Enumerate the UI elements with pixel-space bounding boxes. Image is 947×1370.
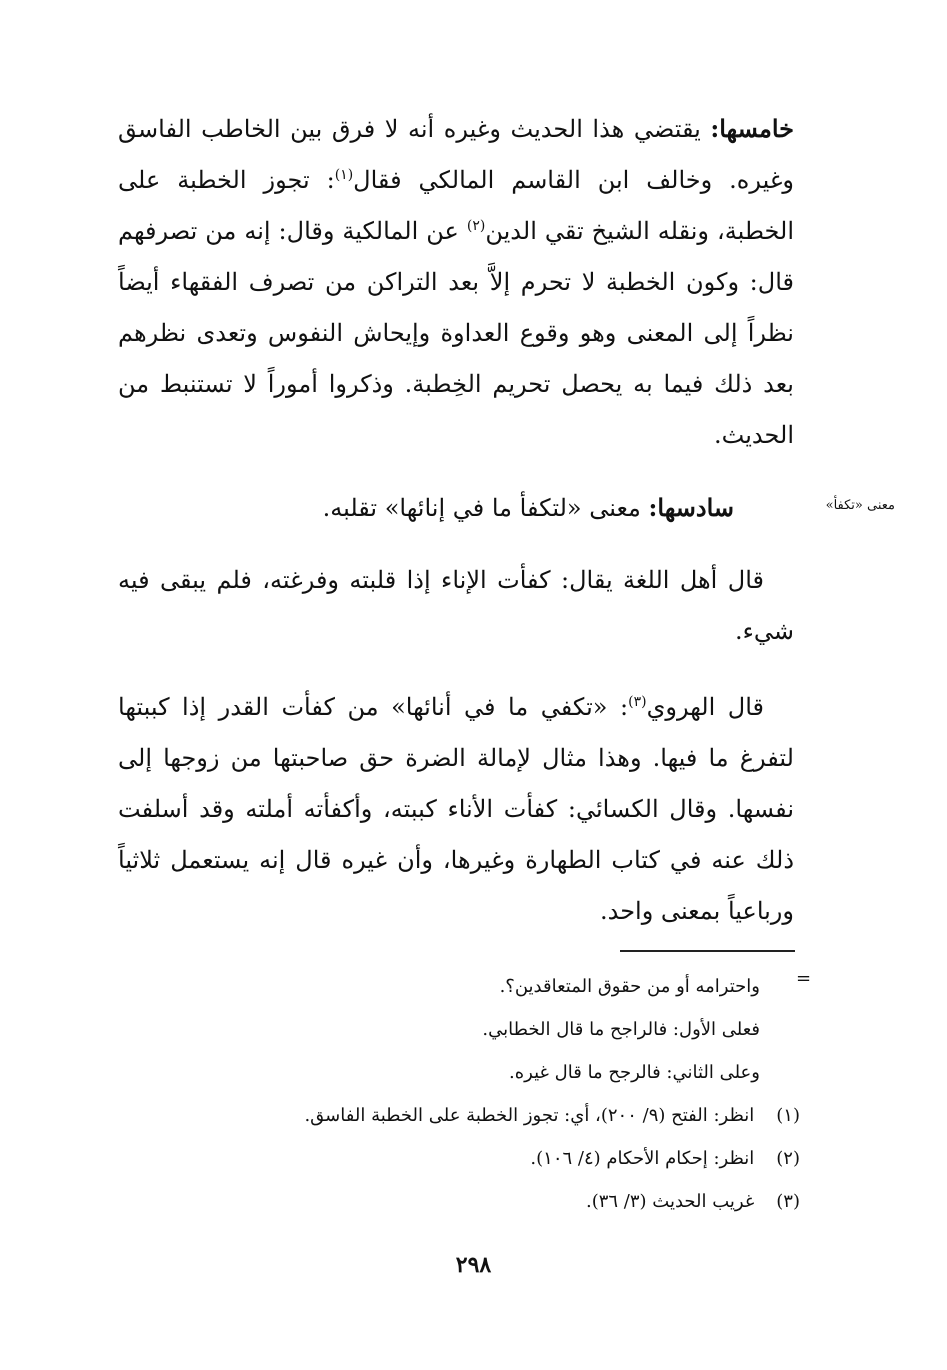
- paragraph-eighth: [118, 682, 794, 937]
- page-number: ٢٩٨: [455, 1252, 492, 1278]
- footnote-continuation-line: فعلى الأول: فالراجح ما قال الخطابي.: [482, 1019, 760, 1040]
- footnote-text: انظر: الفتح (٩/ ٢٠٠)، أي: تجوز الخطبة على الخطبة الفاسق.: [304, 1105, 755, 1126]
- footnote-ref[interactable]: (٣): [628, 694, 647, 710]
- footnote-number: (٢): [776, 1148, 800, 1169]
- paragraph-text: معنى «لتكفأ ما في إنائها» تقلبه.: [322, 494, 641, 522]
- footnote-item: [160, 1137, 800, 1180]
- paragraph-text: : تجوز الخطبة على الخطبة، ونقله الشيخ تقي الدين: [118, 166, 794, 245]
- paragraph-text: عن المالكية وقال: إنه من تصرفهم قال: وكون الخطبة لا تحرم إلاَّ بعد التراكن من تصرف الفقهاء أيضاً نظراً إلى المعنى وهو وقوع العداوة وإيحاش النفوس وتعدى نظرهم بعد ذلك فيما به يحصل تحريم الخِطبة. وذكروا أموراً لا تستنبط من الحديث.: [118, 217, 794, 449]
- footnote-divider: [620, 950, 795, 952]
- paragraph-seventh: [118, 555, 794, 657]
- footnote-ref[interactable]: (١): [334, 167, 354, 183]
- footnote-text: انظر: إحكام الأحكام (٤/ ١٠٦).: [530, 1148, 755, 1169]
- footnote-item: [160, 1180, 800, 1223]
- paragraph-fifth: [118, 103, 794, 461]
- footnote-continuation-line: واحترامه أو من حقوق المتعاقدين؟.: [499, 976, 760, 997]
- footnote-number: (٣): [776, 1191, 800, 1212]
- footnote-continuation-marker: =: [796, 968, 812, 989]
- footnote-ref[interactable]: (٢): [466, 218, 486, 234]
- footnotes: [160, 965, 800, 1223]
- paragraph-lead: سادسها:: [648, 493, 734, 522]
- paragraph-text: يقتضي هذا الحديث وغيره أنه لا فرق بين الخاطب الفاسق وغيره. وخالف ابن القاسم المالكي فقال: [118, 115, 794, 194]
- footnote-text: غريب الحديث (٣/ ٣٦).: [585, 1191, 755, 1212]
- paragraph-text: : «تكفي ما في أنائها» من كفأت القدر إذا كببتها لتفرغ ما فيها. وهذا مثال لإمالة الضرة حق صاحبتها من زوجها إلى نفسها. وقال الكسائي: كفأت الأناء كببته، وأكفأته أملته وقد أسلفت ذلك عنه في كتاب الطهارة وغيرها، وأن غيره قال إنه يستعمل ثلاثياً ورباعياً بمعنى واحد.: [118, 693, 795, 925]
- footnote-number: (١): [776, 1105, 800, 1126]
- paragraph-text: قال أهل اللغة يقال: كفأت الإناء إذا قلبته وفرغته، فلم يبقى فيه شيء.: [118, 566, 794, 645]
- paragraph-text: قال الهروي: [646, 693, 764, 721]
- paragraph-sixth: [118, 482, 794, 534]
- margin-note: معنى «تكفأ»: [825, 498, 895, 513]
- footnote-continuation-line: وعلى الثاني: فالرجح ما قال غيره.: [509, 1062, 760, 1083]
- paragraph-lead: خامسها:: [710, 114, 794, 143]
- footnote-item: [160, 1094, 800, 1137]
